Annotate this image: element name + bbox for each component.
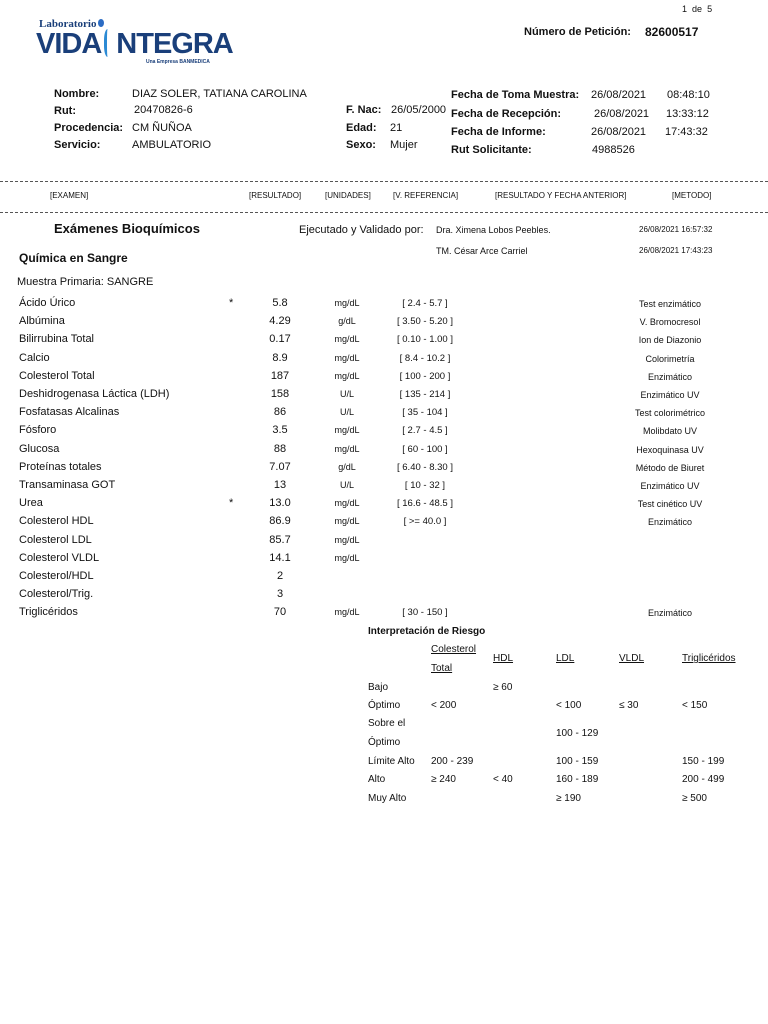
- validator-2-date: 26/08/2021 17:43:23: [639, 246, 713, 255]
- toma-label: Fecha de Toma Muestra:: [451, 89, 580, 101]
- result-value: 14.1: [269, 552, 291, 564]
- page-of: de: [692, 4, 703, 14]
- risk-sobre-ldl: 100 - 129: [556, 728, 599, 739]
- result-unit: mg/dL: [334, 444, 360, 454]
- nombre-label: Nombre:: [54, 88, 100, 100]
- result-method: Test colorimétrico: [634, 408, 706, 418]
- result-unit: mg/dL: [334, 425, 360, 435]
- risk-header-trig: Triglicéridos: [682, 653, 736, 664]
- result-name: Triglicéridos: [19, 606, 78, 618]
- recepcion-label: Fecha de Recepción:: [451, 108, 562, 120]
- lab-logo: [36, 18, 233, 68]
- section-subtitle: Química en Sangre: [19, 251, 128, 265]
- result-row: [0, 552, 768, 570]
- result-value: 0.17: [269, 333, 291, 345]
- result-name: Colesterol/Trig.: [19, 588, 94, 600]
- result-row: [0, 424, 768, 442]
- result-name: Colesterol LDL: [19, 534, 92, 546]
- result-method: Enzimático: [647, 608, 692, 618]
- risk-optimo-col: < 200: [431, 700, 457, 711]
- risk-row-limite: Límite Alto: [368, 756, 415, 767]
- risk-alto-ldl: 160 - 189: [556, 774, 599, 785]
- result-unit: mg/dL: [334, 535, 360, 545]
- risk-alto-hdl: < 40: [493, 774, 513, 785]
- result-unit: mg/dL: [334, 334, 360, 344]
- result-reference: [ 16.6 - 48.5 ]: [397, 498, 453, 509]
- result-method: Enzimático: [647, 517, 692, 527]
- risk-row-sobre-2: Óptimo: [368, 737, 401, 748]
- peticion-number: 82600517: [645, 25, 699, 39]
- result-row: [0, 606, 768, 624]
- muestra-primaria: Muestra Primaria: SANGRE: [17, 276, 154, 288]
- risk-row-bajo: Bajo: [368, 682, 389, 693]
- result-name: Deshidrogenasa Láctica (LDH): [19, 388, 170, 400]
- result-name: Urea: [19, 497, 43, 509]
- validator-1-date: 26/08/2021 16:57:32: [639, 225, 713, 234]
- result-row: [0, 352, 768, 370]
- result-row: [0, 461, 768, 479]
- sexo-label: Sexo:: [346, 139, 376, 151]
- section-title: Exámenes Bioquímicos: [54, 221, 200, 236]
- result-reference: [ 135 - 214 ]: [399, 389, 451, 400]
- result-row: [0, 443, 768, 461]
- procedencia-value: CM ÑUÑOA: [132, 122, 192, 134]
- risk-muy-trig: ≥ 500: [682, 793, 707, 804]
- result-unit: mg/dL: [334, 353, 360, 363]
- result-name: Glucosa: [19, 443, 60, 455]
- result-reference: [ 8.4 - 10.2 ]: [399, 353, 451, 364]
- risk-limite-trig: 150 - 199: [682, 756, 725, 767]
- result-value: 85.7: [269, 534, 291, 546]
- result-reference: [ 3.50 - 5.20 ]: [397, 316, 453, 327]
- result-method: Molibdato UV: [642, 426, 698, 436]
- result-method: Método de Biuret: [635, 463, 705, 473]
- risk-header-vldl: VLDL: [619, 653, 645, 664]
- result-reference: [ >= 40.0 ]: [403, 516, 447, 527]
- drop-icon: [98, 19, 104, 27]
- result-flag: *: [229, 497, 234, 509]
- result-flag: *: [229, 297, 234, 309]
- logo-line1: Laboratorio: [39, 18, 97, 30]
- fnac-label: F. Nac:: [346, 104, 382, 116]
- result-name: Fósforo: [19, 424, 57, 436]
- result-name: Ácido Úrico: [19, 297, 76, 309]
- risk-limite-ldl: 100 - 159: [556, 756, 599, 767]
- risk-header-col2: Total: [431, 663, 453, 674]
- informe-label: Fecha de Informe:: [451, 126, 546, 138]
- validated-label: Ejecutado y Validado por:: [299, 224, 424, 236]
- result-row: [0, 388, 768, 406]
- result-unit: g/dL: [338, 316, 356, 326]
- result-reference: [ 2.4 - 5.7 ]: [402, 298, 448, 309]
- logo-brand: [36, 28, 233, 61]
- result-reference: [ 10 - 32 ]: [404, 480, 446, 491]
- recepcion-hora: 13:33:12: [666, 108, 709, 120]
- result-value: 86.9: [269, 515, 291, 527]
- result-method: Test enzimático: [638, 299, 702, 309]
- col-referencia: [V. REFERENCIA]: [393, 191, 459, 200]
- result-unit: U/L: [339, 389, 354, 399]
- result-method: Test cinético UV: [637, 499, 703, 509]
- result-reference: [ 100 - 200 ]: [399, 371, 451, 382]
- result-reference: [ 30 - 150 ]: [402, 607, 448, 618]
- result-value: 88: [273, 443, 287, 455]
- servicio-label: Servicio:: [54, 139, 101, 151]
- risk-alto-trig: 200 - 499: [682, 774, 725, 785]
- result-method: Enzimático: [647, 372, 692, 382]
- page-number: [682, 4, 712, 14]
- logo-i-icon: [104, 29, 113, 57]
- result-method: Hexoquinasa UV: [636, 445, 704, 455]
- risk-header-ldl: LDL: [556, 653, 575, 664]
- result-row: [0, 297, 768, 315]
- result-row: [0, 588, 768, 606]
- result-name: Bilirrubina Total: [19, 333, 95, 345]
- result-row: [0, 497, 768, 515]
- col-examen: [EXAMEN]: [50, 191, 89, 200]
- result-row: [0, 370, 768, 388]
- result-reference: [ 2.7 - 4.5 ]: [402, 425, 448, 436]
- result-value: 70: [273, 606, 287, 618]
- result-value: 8.9: [272, 352, 288, 364]
- risk-optimo-vldl: ≤ 30: [619, 700, 639, 711]
- result-reference: [ 60 - 100 ]: [402, 444, 448, 455]
- rut-solicitante-label: Rut Solicitante:: [451, 144, 532, 156]
- informe-fecha: 26/08/2021: [591, 126, 647, 138]
- rut-solicitante-value: 4988526: [592, 144, 635, 156]
- result-name: Colesterol/HDL: [19, 570, 94, 582]
- risk-muy-ldl: ≥ 190: [556, 793, 581, 804]
- sexo-value: Mujer: [390, 139, 418, 151]
- result-method: Enzimático UV: [640, 390, 700, 400]
- col-metodo: [METODO]: [672, 191, 712, 200]
- rut-label: Rut:: [54, 105, 76, 117]
- risk-title: Interpretación de Riesgo: [368, 626, 486, 637]
- result-name: Albúmina: [19, 315, 65, 327]
- risk-limite-col: 200 - 239: [431, 756, 474, 767]
- result-unit: g/dL: [338, 462, 356, 472]
- result-value: 187: [270, 370, 290, 382]
- edad-value: 21: [390, 122, 403, 134]
- page-total: 5: [707, 4, 713, 14]
- result-value: 3.5: [272, 424, 288, 436]
- risk-optimo-trig: < 150: [682, 700, 708, 711]
- result-unit: mg/dL: [334, 298, 360, 308]
- recepcion-fecha: 26/08/2021: [594, 108, 650, 120]
- result-name: Colesterol HDL: [19, 515, 94, 527]
- header-divider-top: [0, 181, 768, 182]
- result-value: 158: [270, 388, 290, 400]
- logo-sub: Una Empresa BANMEDICA: [146, 59, 210, 65]
- result-value: 13.0: [269, 497, 291, 509]
- header-divider-bottom: [0, 212, 768, 213]
- validator-1: Dra. Ximena Lobos Peebles.: [436, 225, 551, 235]
- risk-header-hdl: HDL: [493, 653, 514, 664]
- result-method: Colorimetría: [645, 354, 695, 364]
- result-value: 2: [276, 570, 284, 582]
- result-value: 4.29: [269, 315, 291, 327]
- result-row: [0, 333, 768, 351]
- logo-brand-right: NTEGRA: [116, 28, 233, 60]
- result-unit: U/L: [339, 480, 354, 490]
- result-row: [0, 534, 768, 552]
- risk-row-optimo: Óptimo: [368, 700, 401, 711]
- risk-row-alto: Alto: [368, 774, 386, 785]
- result-unit: mg/dL: [334, 607, 360, 617]
- col-resultado: [RESULTADO]: [249, 191, 302, 200]
- rut-value: 20470826-6: [134, 104, 193, 116]
- result-row: [0, 315, 768, 333]
- result-unit: mg/dL: [334, 553, 360, 563]
- result-unit: mg/dL: [334, 371, 360, 381]
- risk-row-muy-alto: Muy Alto: [368, 793, 407, 804]
- risk-row-sobre-1: Sobre el: [368, 718, 406, 729]
- result-value: 5.8: [272, 297, 288, 309]
- result-name: Proteínas totales: [19, 461, 102, 473]
- result-unit: U/L: [339, 407, 354, 417]
- result-row: [0, 479, 768, 497]
- result-value: 86: [273, 406, 287, 418]
- toma-hora: 08:48:10: [667, 89, 710, 101]
- page-current: 1: [682, 4, 688, 14]
- result-reference: [ 6.40 - 8.30 ]: [397, 462, 453, 473]
- toma-fecha: 26/08/2021: [591, 89, 647, 101]
- result-reference: [ 35 - 104 ]: [402, 407, 448, 418]
- result-method: V. Bromocresol: [639, 317, 701, 327]
- risk-bajo-hdl: ≥ 60: [493, 682, 513, 693]
- risk-optimo-ldl: < 100: [556, 700, 582, 711]
- result-row: [0, 515, 768, 533]
- edad-label: Edad:: [346, 122, 377, 134]
- logo-brand-left: VIDA: [36, 28, 102, 60]
- procedencia-label: Procedencia:: [54, 122, 124, 134]
- result-name: Fosfatasas Alcalinas: [19, 406, 120, 418]
- result-unit: mg/dL: [334, 516, 360, 526]
- result-value: 3: [276, 588, 284, 600]
- col-anterior: [RESULTADO Y FECHA ANTERIOR]: [495, 191, 627, 200]
- result-value: 7.07: [269, 461, 291, 473]
- servicio-value: AMBULATORIO: [132, 139, 212, 151]
- result-method: Ion de Diazonio: [638, 335, 702, 345]
- peticion-label: Número de Petición:: [524, 26, 631, 38]
- informe-hora: 17:43:32: [665, 126, 708, 138]
- validator-2: TM. César Arce Carriel: [436, 246, 528, 256]
- nombre-value: DIAZ SOLER, TATIANA CAROLINA: [132, 88, 307, 100]
- result-name: Transaminasa GOT: [19, 479, 116, 491]
- result-name: Calcio: [19, 352, 50, 364]
- fnac-value: 26/05/2000: [391, 104, 447, 116]
- result-value: 13: [273, 479, 287, 491]
- result-row: [0, 406, 768, 424]
- risk-alto-col: ≥ 240: [431, 774, 456, 785]
- result-reference: [ 0.10 - 1.00 ]: [397, 334, 453, 345]
- col-unidades: [UNIDADES]: [325, 191, 371, 200]
- result-method: Enzimático UV: [640, 481, 700, 491]
- result-row: [0, 570, 768, 588]
- result-name: Colesterol Total: [19, 370, 95, 382]
- result-unit: mg/dL: [334, 498, 360, 508]
- result-name: Colesterol VLDL: [19, 552, 100, 564]
- risk-header-col1: Colesterol: [431, 644, 477, 655]
